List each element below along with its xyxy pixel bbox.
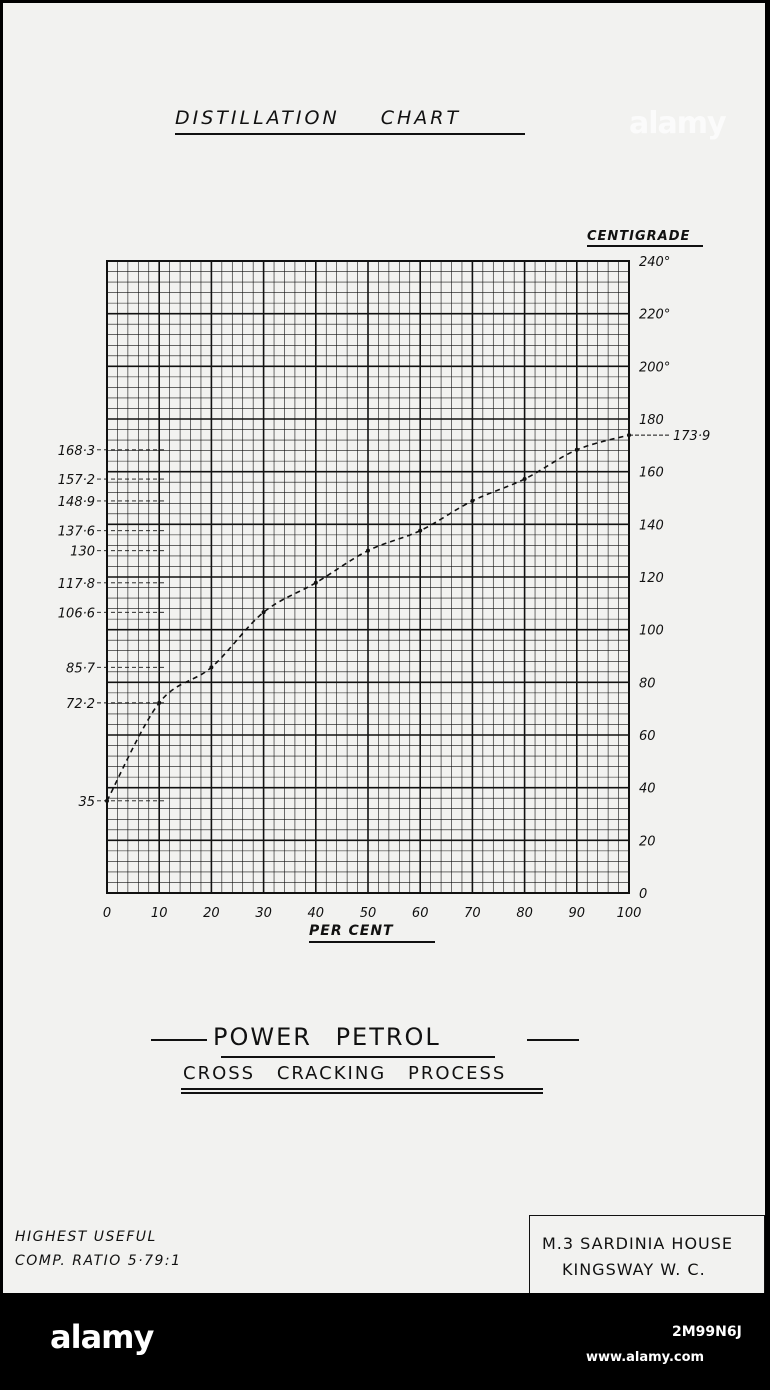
y-tick-label: 80 — [639, 676, 656, 692]
value-label: 85·7 — [66, 661, 95, 677]
x-tick-label: 0 — [102, 906, 112, 921]
x-axis-title-underline — [309, 941, 435, 943]
value-label: 117·8 — [57, 576, 95, 592]
footer-url: www.alamy.com — [586, 1350, 705, 1365]
watermark-text: alamy — [629, 106, 726, 141]
data-point — [314, 581, 318, 585]
note-line-2: COMP. RATIO 5·79:1 — [15, 1253, 182, 1269]
heading-right-dash — [527, 1039, 579, 1041]
x-tick-label: 80 — [516, 906, 533, 921]
data-point — [262, 610, 266, 614]
y-axis-title: CENTIGRADE — [587, 229, 691, 244]
value-label: 35 — [78, 794, 95, 810]
y-tick-label: 180 — [639, 413, 664, 428]
x-tick-label: 50 — [359, 906, 377, 921]
x-tick-label: 20 — [203, 906, 220, 921]
x-tick-label: 10 — [150, 906, 168, 921]
heading-left-dash — [151, 1039, 207, 1041]
y-tick-label: 220° — [639, 307, 671, 323]
value-label: 168·3 — [57, 443, 95, 459]
heading-sub: CROSS CRACKING PROCESS — [183, 1063, 507, 1084]
chart-title: DISTILLATION CHART — [175, 107, 462, 129]
heading-sub-underline-2 — [181, 1092, 543, 1094]
footer-image-id: 2M99N6J — [672, 1324, 742, 1340]
x-tick-label: 40 — [307, 906, 325, 921]
address-line-2: KINGSWAY W. C. — [562, 1260, 706, 1279]
x-tick-label: 60 — [411, 906, 429, 921]
y-tick-label: 140 — [639, 518, 664, 534]
y-tick-label: 200° — [639, 360, 671, 376]
data-point — [627, 433, 631, 437]
data-point — [523, 477, 527, 481]
distillation-chart — [3, 3, 765, 963]
y-tick-label: 20 — [639, 834, 656, 850]
y-tick-label: 100 — [639, 623, 664, 639]
y-tick-label: 160 — [639, 465, 664, 481]
data-point — [418, 529, 422, 533]
address-box — [529, 1215, 765, 1293]
address-line-1: M.3 SARDINIA HOUSE — [542, 1234, 734, 1253]
chart-sheet — [3, 3, 765, 1293]
data-point — [366, 549, 370, 553]
value-label: 72·2 — [66, 696, 95, 712]
data-point — [157, 701, 161, 705]
heading-main-underline — [221, 1056, 495, 1058]
x-tick-label: 70 — [464, 906, 481, 921]
x-tick-label: 30 — [255, 906, 272, 921]
x-tick-label: 90 — [568, 906, 586, 921]
value-label: 148·9 — [57, 494, 95, 510]
footer-brand: alamy — [50, 1318, 154, 1356]
heading-main: POWER PETROL — [213, 1023, 441, 1051]
value-label: 130 — [70, 544, 95, 560]
end-value-label: 173·9 — [673, 429, 711, 445]
y-tick-label: 0 — [639, 887, 648, 902]
x-tick-label: 100 — [616, 906, 642, 921]
y-tick-label: 60 — [639, 729, 656, 744]
heading-sub-underline — [181, 1088, 543, 1090]
note-line-1: HIGHEST USEFUL — [15, 1229, 157, 1245]
data-point — [105, 799, 109, 803]
value-label: 106·6 — [57, 606, 95, 622]
data-point — [470, 499, 474, 503]
x-axis-title: PER CENT — [309, 923, 394, 939]
y-tick-label: 40 — [639, 781, 656, 797]
y-tick-label: 120 — [639, 571, 664, 586]
data-point — [575, 448, 579, 452]
y-tick-label: 240° — [639, 255, 671, 270]
value-label: 137·6 — [57, 524, 95, 540]
data-point — [209, 665, 213, 669]
value-label: 157·2 — [57, 473, 95, 489]
